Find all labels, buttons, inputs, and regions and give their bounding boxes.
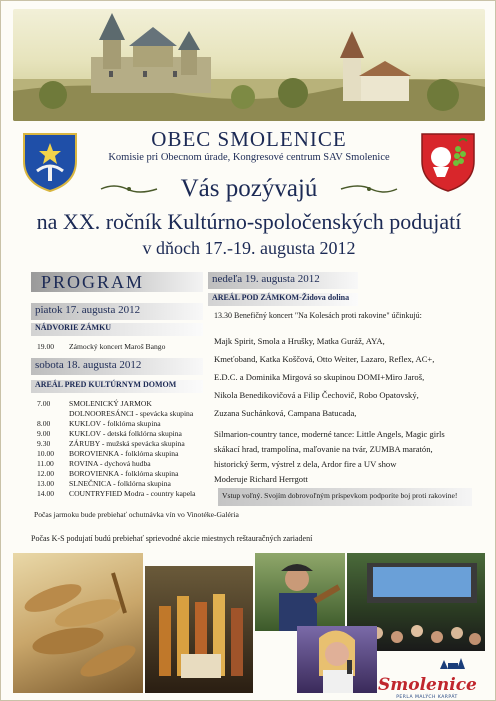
left-flourish-icon bbox=[99, 183, 159, 195]
schedule-item: KUKLOV - folklórna skupina bbox=[69, 419, 161, 428]
schedule-time: 7.00 bbox=[37, 399, 51, 408]
schedule-item: BOROVIENKA - folklórna skupina bbox=[69, 469, 179, 478]
friday-venue-bar bbox=[31, 323, 203, 336]
castle-logo-icon bbox=[378, 656, 476, 670]
free-entry-text: Vstup voľný. Svojím dobrovoľným príspevkom podporíte boj proti rakovine! bbox=[222, 491, 458, 500]
castle-illustration bbox=[13, 9, 485, 121]
schedule-item: SMOLENICKÝ JARMOK bbox=[69, 399, 152, 408]
footer-note: Počas K-S podujatí budú prebiehať sprievodné akcie miestnych reštauračných zariadení bbox=[31, 534, 313, 543]
sunday-day-bar bbox=[208, 272, 358, 289]
extras-line: skákací hrad, trampolína, maľovanie na tvár, ZUMBA maratón, bbox=[214, 444, 433, 454]
free-entry-bar bbox=[218, 488, 472, 506]
sunday-venue: AREÁL POD ZÁMKOM-Židova dolina bbox=[212, 293, 350, 302]
municipality-title: OBEC SMOLENICE bbox=[151, 127, 347, 151]
organizer-line: Komisie pri Obecnom úrade, Kongresové centrum SAV Smolenice bbox=[108, 152, 390, 163]
schedule-time: 14.00 bbox=[37, 489, 55, 498]
program-heading-bar bbox=[31, 272, 203, 292]
moderator-line: Moderuje Richard Herrgott bbox=[214, 474, 308, 484]
schedule-time: 11.00 bbox=[37, 459, 54, 468]
wooden-crafts-photo bbox=[13, 553, 143, 693]
schedule-time: 9.00 bbox=[37, 429, 51, 438]
schedule-item: ROVINA - dychová hudba bbox=[69, 459, 151, 468]
friday-venue: NÁDVORIE ZÁMKU bbox=[35, 323, 112, 332]
schedule-item: Zámocký koncert Maroš Bango bbox=[69, 342, 166, 351]
smolenice-coat-of-arms-icon bbox=[21, 131, 79, 193]
schedule-item: ZÁRUBY - mužská spevácka skupina bbox=[69, 439, 185, 448]
schedule-item: BOROVIENKA - folklórna skupina bbox=[69, 449, 179, 458]
right-flourish-icon bbox=[339, 183, 399, 195]
performer-woman-photo bbox=[297, 626, 377, 693]
sunday-day-label: nedeľa 19. augusta 2012 bbox=[212, 273, 320, 285]
performer-line: Zuzana Suchánková, Campana Batucada, bbox=[214, 408, 357, 418]
schedule-time: 12.00 bbox=[37, 469, 55, 478]
event-title: na XX. ročník Kultúrno-spoločenských podujatí bbox=[36, 209, 462, 234]
schedule-item: DOLNOORESÁNCI - spevácka skupina bbox=[69, 409, 194, 418]
schedule-time: 8.00 bbox=[37, 419, 51, 428]
smolenice-logo bbox=[378, 656, 477, 700]
schedule-item: COUNTRYFIED Modra - country kapela bbox=[69, 489, 196, 498]
program-heading: PROGRAM bbox=[41, 272, 145, 292]
saturday-day-label: sobota 18. augusta 2012 bbox=[35, 359, 142, 371]
logo-tagline: PERLA MALÝCH KARPÁT bbox=[396, 695, 458, 700]
schedule-time: 9.30 bbox=[37, 439, 51, 448]
event-dates: v dňoch 17.-19. augusta 2012 bbox=[142, 238, 356, 258]
benefit-concert-line: 13.30 Benefičný koncert "Na Kolesách proti rakovine" účinkujú: bbox=[214, 311, 422, 320]
sunday-venue-bar bbox=[208, 293, 358, 306]
extras-line: historický šerm, výstrel z dela, Ardor fire a UV show bbox=[214, 459, 397, 469]
schedule-time: 10.00 bbox=[37, 449, 55, 458]
schedule-item: KUKLOV - detská folklórna skupina bbox=[69, 429, 182, 438]
performer-line: E.D.C. a Dominika Mirgová so skupinou DOMI+Miro Jaroš, bbox=[214, 372, 425, 382]
performer-line: Nikola Benedikovičová a Filip Čechovič, Robo Opatovský, bbox=[214, 390, 419, 400]
logo-name: Smolenice bbox=[378, 675, 477, 695]
saturday-schedule bbox=[31, 399, 211, 509]
wine-bottles-photo bbox=[145, 566, 253, 693]
saturday-venue-bar bbox=[31, 380, 203, 393]
wine-coat-of-arms-icon bbox=[419, 131, 477, 193]
schedule-time: 19.00 bbox=[37, 342, 55, 351]
castle-header-photo bbox=[13, 9, 485, 121]
schedule-item: SLNEČNICA - folklórna skupina bbox=[69, 479, 171, 488]
schedule-time: 13.00 bbox=[37, 479, 55, 488]
friday-day-bar bbox=[31, 303, 203, 320]
performer-line: Majk Spirit, Smola a Hrušky, Matka Guráž, AYA, bbox=[214, 336, 385, 346]
performer-line: Kmeťoband, Katka Koščová, Otto Weiter, Lazaro, Reflex, AC+, bbox=[214, 354, 435, 364]
invite-heading: Vás pozývajú bbox=[180, 175, 318, 202]
saturday-day-bar bbox=[31, 358, 203, 375]
extras-line: Silmarion-country tance, moderné tance: Little Angels, Magic girls bbox=[214, 429, 445, 439]
tasting-note: Počas jarmoku bude prebiehať ochutnávka vín vo Vinotéke-Galéria bbox=[34, 510, 239, 519]
singer-photo bbox=[255, 553, 345, 631]
friday-day-label: piatok 17. augusta 2012 bbox=[35, 304, 141, 316]
saturday-venue: AREÁL PRED KULTÚRNYM DOMOM bbox=[35, 380, 177, 389]
